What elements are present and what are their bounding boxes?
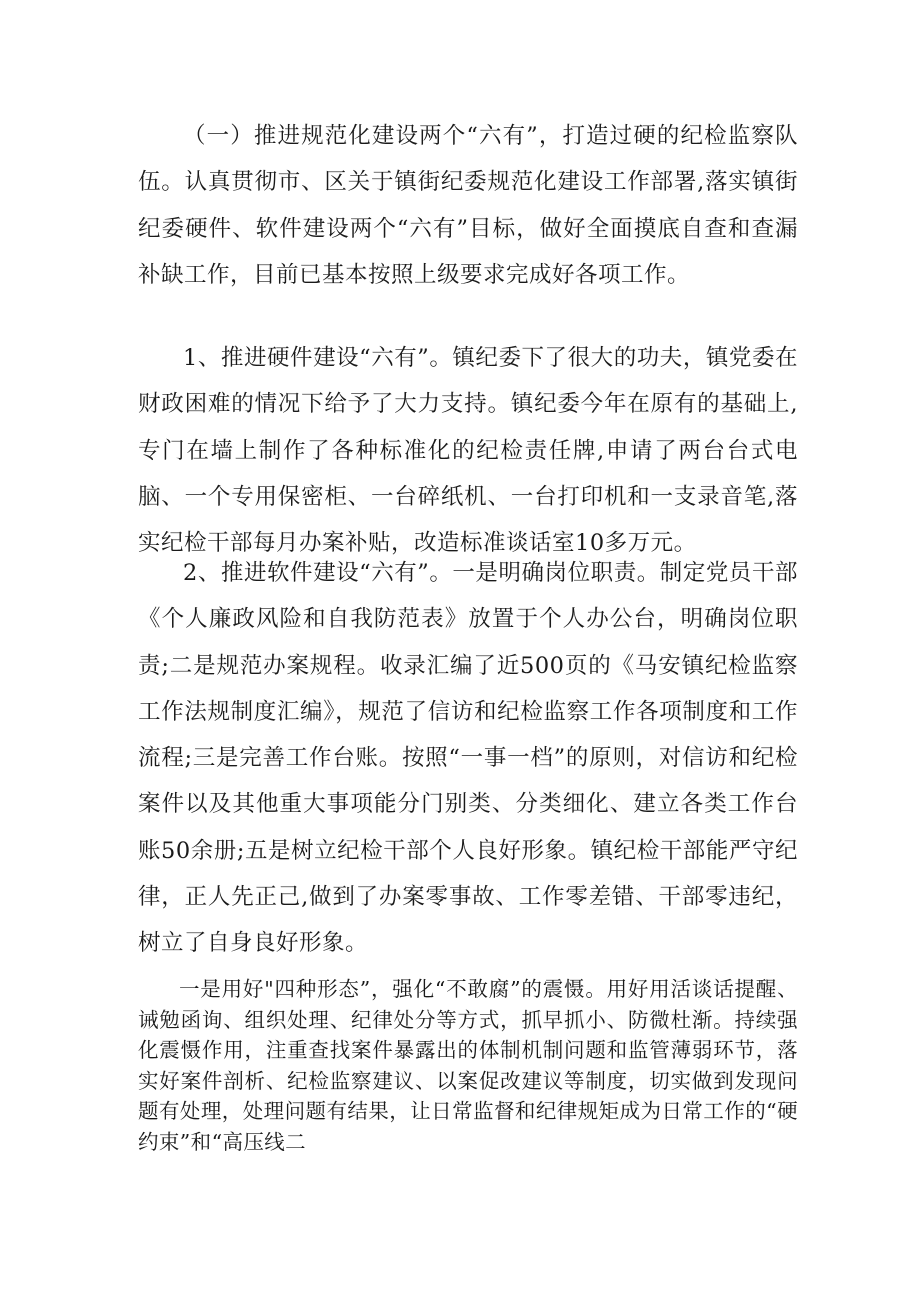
paragraph-standardization-overview: （一）推进规范化建设两个“六有”，打造过硬的纪检监察队伍。认真贯彻市、区关于镇街纪委规范化建设工作部署,落实镇街纪委硬件、软件建设两个“六有”目标，做好全面摸底自查和查漏补缺工作，目前已基本按照上级要求完成好各项工作。 xyxy=(138,123,798,288)
paragraph-four-forms: 一是用好"四种形态”，强化“不敢腐”的震慑。用好用活谈话提醒、诫勉函询、组织处理、纪律处分等方式，抓早抓小、防微杜渐。持续强化震慑作用，注重查找案件暴露出的体制机制问题和监管薄弱环节，落实好案件剖析、纪检监察建议、以案促改建议等制度，切实做到发现问题有处理，处理问题有结果，让日常监督和纪律规矩成为日常工作的“硬约束”和“高压线二 xyxy=(138,977,798,1154)
paragraph-hardware-construction: 1、推进硬件建设“六有”。镇纪委下了很大的功夫，镇党委在财政困难的情况下给予了大力支持。镇纪委今年在原有的基础上,专门在墙上制作了各种标准化的纪检责任牌,申请了两台台式电脑、一个专用保密柜、一台碎纸机、一台打印机和一支录音笔,落实纪检干部每月办案补贴，改造标准谈话室10多万元。 xyxy=(138,345,798,557)
paragraph-software-construction: 2、推进软件建设“六有”。一是明确岗位职责。制定党员干部《个人廉政风险和自我防范表》放置于个人办公台，明确岗位职责;二是规范办案规程。收录汇编了近500页的《马安镇纪检监察工作法规制度汇编》，规范了信访和纪检监察工作各项制度和工作流程;三是完善工作台账。按照“一事一档”的原则，对信访和纪检案件以及其他重大事项能分门别类、分类细化、建立各类工作台账50余册;五是树立纪检干部个人良好形象。镇纪检干部能严守纪律，正人先正己,做到了办案零事故、工作零差错、干部零违纪，树立了自身良好形象。 xyxy=(138,560,798,957)
